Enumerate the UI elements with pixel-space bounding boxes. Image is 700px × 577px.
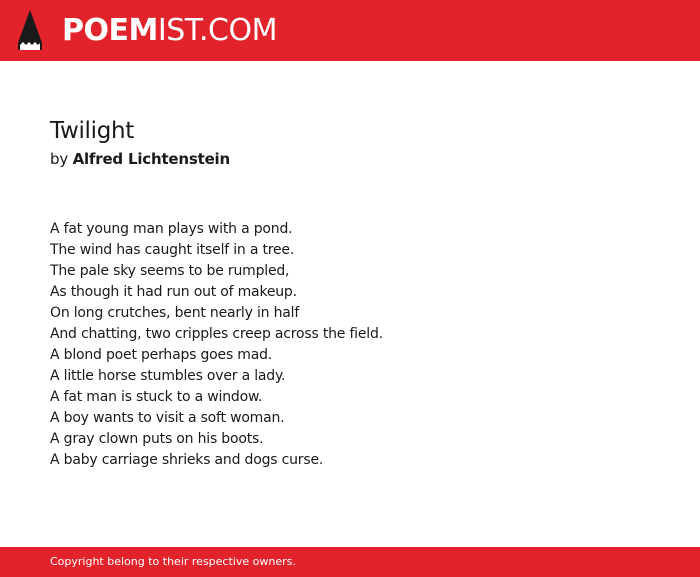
poem-line: A boy wants to visit a soft woman. [50, 410, 285, 426]
poem-line: On long crutches, bent nearly in half [50, 305, 300, 321]
poem-line: And chatting, two cripples creep across the field. [50, 326, 383, 342]
poem-line: A fat young man plays with a pond. [50, 221, 293, 237]
brand-light-text: IST.COM [157, 13, 277, 48]
poem-line: A baby carriage shrieks and dogs curse. [50, 452, 324, 468]
poem-body [50, 219, 650, 471]
poem-title: Twilight [50, 118, 135, 144]
poem-line: A blond poet perhaps goes mad. [50, 347, 273, 363]
poem-line: A fat man is stuck to a window. [50, 389, 263, 405]
poem-line: A gray clown puts on his boots. [50, 431, 264, 447]
site-logo-text[interactable] [62, 12, 277, 50]
poem-byline [50, 147, 650, 171]
copyright-text: Copyright belong to their respective owners. [50, 555, 296, 568]
poem-line: The pale sky seems to be rumpled, [50, 263, 290, 279]
poem-header [50, 115, 650, 171]
pencil-tip-icon[interactable] [17, 9, 43, 52]
by-label: by [50, 150, 68, 168]
brand-bold-text: POEM [62, 13, 158, 48]
poem-line: The wind has caught itself in a tree. [50, 242, 295, 258]
site-footer [0, 547, 700, 577]
site-header [0, 0, 700, 61]
poem-line: A little horse stumbles over a lady. [50, 368, 286, 384]
poem-line: As though it had run out of makeup. [50, 284, 297, 300]
poem-author: Alfred Lichtenstein [72, 150, 230, 168]
